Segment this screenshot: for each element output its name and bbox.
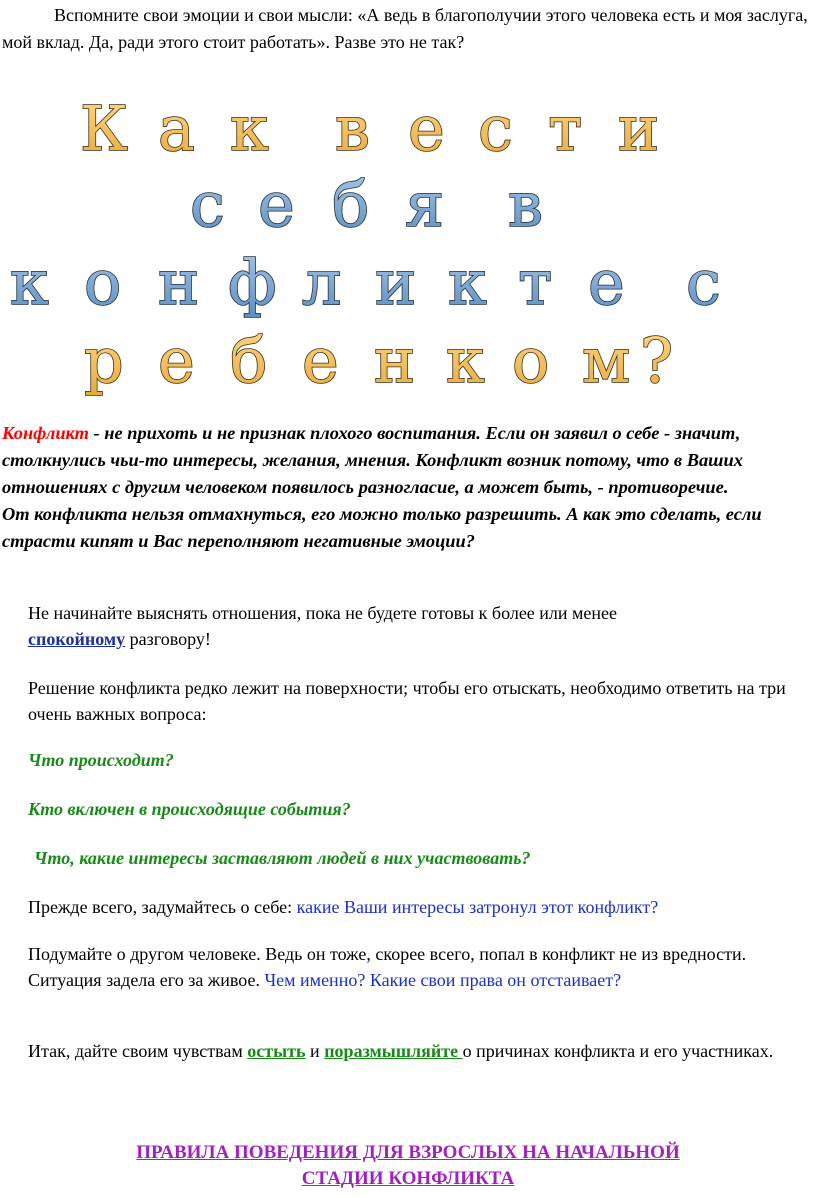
advice-blue-text: какие Ваши интересы затронул этот конфликт? [296,897,659,917]
heading-line-2 [190,168,543,241]
heading-letter: к [448,246,487,319]
heading-letter: а [158,92,195,165]
heading-letter: ф [228,246,277,319]
heading-letter: р [84,324,124,397]
advice-blue-text: Чем именно? Какие свои права он отстаивает? [264,970,622,990]
conflict-keyword: Конфликт [2,423,89,443]
question-1: Что происходит? [28,750,174,770]
advice-paragraph-2: Решение конфликта редко лежит на поверхности; чтобы его отыскать, необходимо ответить на три очень важных вопроса: [28,678,786,724]
heading-letter: к [446,324,485,397]
heading-letter: к [10,246,49,319]
rules-title-line-1: ПРАВИЛА ПОВЕДЕНИЯ ДЛЯ ВЗРОСЛЫХ НА НАЧАЛЬНОЙ [136,1142,680,1163]
heading-letter: о [512,324,550,397]
rules-title [40,1140,776,1192]
heading-letter: в [508,168,543,241]
heading-line-1 [80,92,659,165]
wordart-heading [0,0,816,400]
heading-letter: н [374,324,416,397]
heading-letter: е [302,324,339,397]
advice-text: Итак, дайте своим чувствам [28,1041,248,1061]
heading-letter: к [230,92,269,165]
advice-text: разговору! [125,629,211,649]
intro-text: Вспомните свои эмоции и свои мысли: «А ведь в благополучии этого человека есть и моя заслуга, мой вклад. Да, ради этого стоит работать». Разве это не так? [2,5,808,52]
heading-letter: м [582,324,631,397]
calm-link[interactable]: спокойному [28,629,126,649]
heading-letter: в [335,92,370,165]
heading-letter: и [375,246,417,319]
heading-letter: я [405,168,445,241]
advice-paragraph-3 [28,894,808,920]
advice-text: Прежде всего, задумайтесь о себе: [28,897,297,917]
definition-text: - не прихоть и не признак плохого воспитания. Если он заявил о себе - значит, столкнулись чьи-то интересы, желания, мнения. Конфликт возник потому, что в Ваших отношениях с другим человеком появилось разногласие, а может быть, - противоречие. [2,423,743,497]
conflict-definition [2,420,812,555]
advice-paragraph-1 [28,600,808,652]
heading-letter: К [80,92,128,165]
heading-letter: т [518,246,553,319]
heading-letter: т [548,92,583,165]
heading-letter: е [588,246,625,319]
reflect-link[interactable]: поразмышляйте [324,1041,463,1061]
heading-line-3 [10,246,721,319]
definition-text-2: От конфликта нельзя отмахнуться, его можно только разрешить. А как это сделать, если страсти кипят и Вас переполняют негативные эмоции? [2,504,762,551]
heading-letter: б [332,168,370,241]
heading-letter: ? [640,324,674,397]
heading-letter: с [478,92,513,165]
advice-text: Не начинайте выяснять отношения, пока не будете готовы к более или менее [28,603,618,623]
heading-letter: н [158,246,200,319]
heading-letter: л [302,246,342,319]
advice-paragraph-5 [28,1038,808,1064]
advice-text: Подумайте о другом человеке. Ведь он тоже, скорее всего, попал в конфликт не из вредности. Ситуация задела его за живое. [28,944,747,990]
heading-letter: е [258,168,295,241]
heading-line-4 [84,324,673,397]
heading-letter: е [408,92,445,165]
heading-letter: с [190,168,225,241]
rules-title-line-2: СТАДИИ КОНФЛИКТА [301,1168,515,1189]
question-2: Кто включен в происходящие события? [28,799,351,819]
heading-letter: о [84,246,122,319]
cool-down-link[interactable]: остыть [247,1041,306,1061]
advice-text: о причинах конфликта и его участниках. [462,1041,774,1061]
heading-letter: с [686,246,721,319]
question-3: Что, какие интересы заставляют людей в них участвовать? [34,848,531,868]
advice-text: и [305,1041,325,1061]
advice-paragraph-4 [28,941,808,993]
heading-letter: е [158,324,195,397]
heading-letter: и [618,92,660,165]
heading-letter: б [230,324,268,397]
